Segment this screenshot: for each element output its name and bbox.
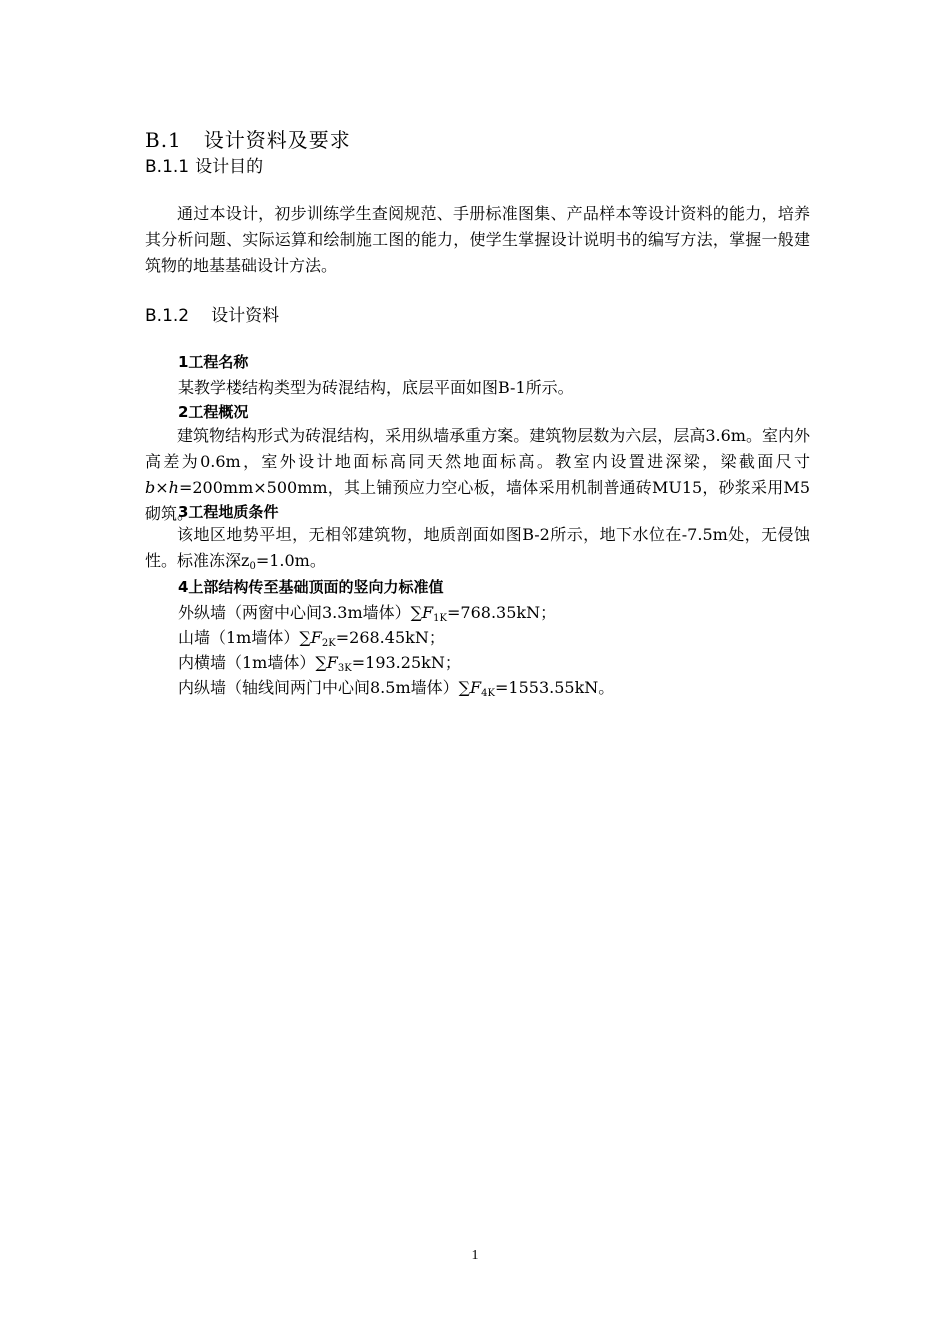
load-label: 山墙（1m墙体）∑ — [178, 628, 311, 647]
load-value: =1553.55kN。 — [495, 678, 615, 697]
var-b: b — [145, 478, 156, 497]
geology-paragraph — [145, 522, 810, 580]
subsection-heading-materials — [145, 301, 279, 326]
geology-text-a: 该地区地势平坦，无相邻建筑物，地质剖面如图B-2所示，地下水位在-7.5m处，无侵蚀性。标准冻深z — [145, 525, 810, 570]
project-name-text: 某教学楼结构类型为砖混结构，底层平面如图B-1所示。 — [178, 378, 574, 397]
load-var: F — [310, 628, 322, 647]
load-var: F — [326, 653, 338, 672]
load-var: F — [470, 678, 482, 697]
item-heading-geology: 3工程地质条件 — [178, 503, 279, 521]
subsection-heading-purpose — [145, 152, 263, 177]
load-subscript: 1K — [433, 613, 447, 624]
section-heading — [145, 124, 351, 153]
page-number: 1 — [471, 1248, 479, 1263]
load-subscript: 4K — [481, 688, 495, 699]
item-heading-loads: 4上部结构传至基础顶面的竖向力标准值 — [178, 578, 444, 596]
load-row — [178, 675, 614, 699]
item-heading-overview: 2工程概况 — [178, 403, 249, 421]
section-title: 设计资料及要求 — [203, 128, 351, 152]
load-var: F — [422, 603, 434, 622]
load-value: =193.25kN； — [351, 653, 461, 672]
subsection-number: B.1.2 — [145, 306, 190, 326]
subsection-title: 设计资料 — [211, 306, 280, 326]
times-sign: × — [155, 478, 169, 497]
var-h: h — [168, 478, 179, 497]
load-value: =268.45kN； — [335, 628, 445, 647]
section-number: B.1 — [145, 128, 182, 152]
load-value: =768.35kN； — [447, 603, 557, 622]
subsection-number: B.1.1 — [145, 157, 190, 177]
load-label: 内纵墙（轴线间两门中心间8.5m墙体）∑ — [178, 678, 471, 697]
load-label: 内横墙（1m墙体）∑ — [178, 653, 327, 672]
item-heading-project-name: 1工程名称 — [178, 353, 249, 371]
load-row — [178, 625, 445, 649]
load-row — [178, 650, 461, 674]
frost-depth-subscript: 0 — [249, 561, 256, 572]
load-label: 外纵墙（两窗中心间3.3m墙体）∑ — [178, 603, 423, 622]
purpose-paragraph: 通过本设计，初步训练学生查阅规范、手册标准图集、产品样本等设计资料的能力，培养其分析问题、实际运算和绘制施工图的能力，使学生掌握设计说明书的编写方法，掌握一般建筑物的地基基础设计方法。 — [145, 204, 810, 275]
load-subscript: 2K — [321, 638, 336, 649]
load-row — [178, 600, 556, 624]
overview-text-a: 建筑物结构形式为砖混结构，采用纵墙承重方案。建筑物层数为六层，层高3.6m。室内外高差为0.6m，室外设计地面标高同天然地面标高。教室内设置进深梁，梁截面尺寸 — [145, 426, 810, 471]
overview-text-b: =200mm×500mm，其上铺预应力空心板，墙体采用机制普通砖MU15，砂浆采用M5砌筑。 — [145, 478, 810, 523]
geology-text-b: =1.0m。 — [255, 551, 326, 570]
subsection-title: 设计目的 — [195, 157, 264, 177]
load-subscript: 3K — [337, 663, 352, 674]
